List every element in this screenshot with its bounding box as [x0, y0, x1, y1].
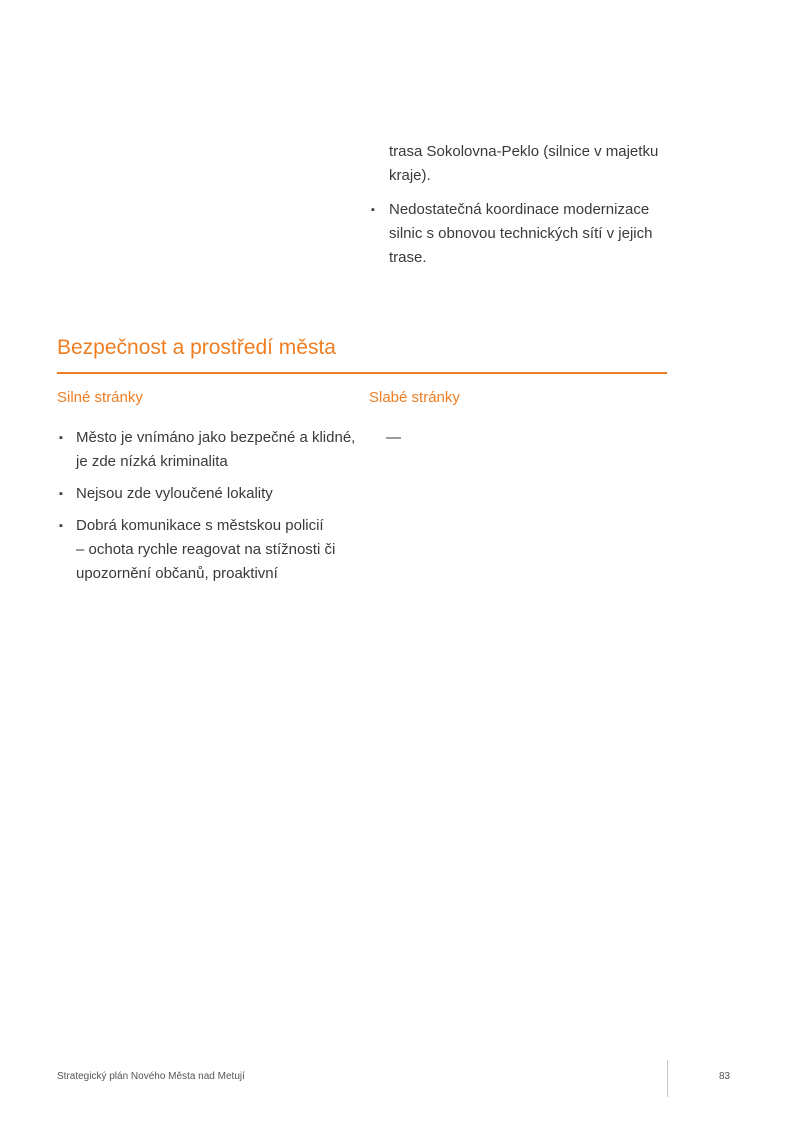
- continued-text-line: trasa Sokolovna-Peklo (silnice v majetku: [389, 143, 659, 160]
- square-bullet-icon: ▪: [59, 432, 63, 444]
- list-item-line: Nedostatečná koordinace modernizace: [389, 201, 650, 218]
- list-item-line: Dobrá komunikace s městskou policií: [76, 517, 324, 534]
- list-item: [57, 482, 362, 506]
- list-item-line: je zde nízká kriminalita: [76, 453, 228, 470]
- footer-divider: [667, 1060, 668, 1097]
- square-bullet-icon: ▪: [59, 520, 63, 532]
- square-bullet-icon: ▪: [59, 488, 63, 500]
- weaknesses-empty-value: —: [386, 429, 401, 446]
- list-item-line: – ochota rychle reagovat na stížnosti či: [76, 541, 336, 558]
- strengths-list: [57, 426, 362, 594]
- strengths-heading: Silné stránky: [57, 389, 143, 406]
- weaknesses-heading: Slabé stránky: [369, 389, 460, 406]
- list-item-line: upozornění občanů, proaktivní: [76, 565, 278, 582]
- list-item-line: trase.: [389, 249, 427, 266]
- list-item-line: Nejsou zde vyloučené lokality: [76, 485, 273, 502]
- list-item: [57, 426, 362, 474]
- list-item-line: Město je vnímáno jako bezpečné a klidné,: [76, 429, 356, 446]
- square-bullet-icon: ▪: [371, 204, 375, 216]
- footer-document-title: Strategický plán Nového Města nad Metují: [57, 1071, 245, 1082]
- section-title: Bezpečnost a prostředí města: [57, 336, 336, 359]
- page-number: 83: [719, 1071, 731, 1082]
- list-item: [369, 198, 669, 270]
- list-item: [57, 514, 362, 586]
- continued-weaknesses-list: [369, 140, 669, 270]
- list-item-line: silnic s obnovou technických sítí v jejich: [389, 225, 653, 242]
- continued-text-line: kraje).: [389, 167, 431, 184]
- section-divider: [57, 372, 667, 374]
